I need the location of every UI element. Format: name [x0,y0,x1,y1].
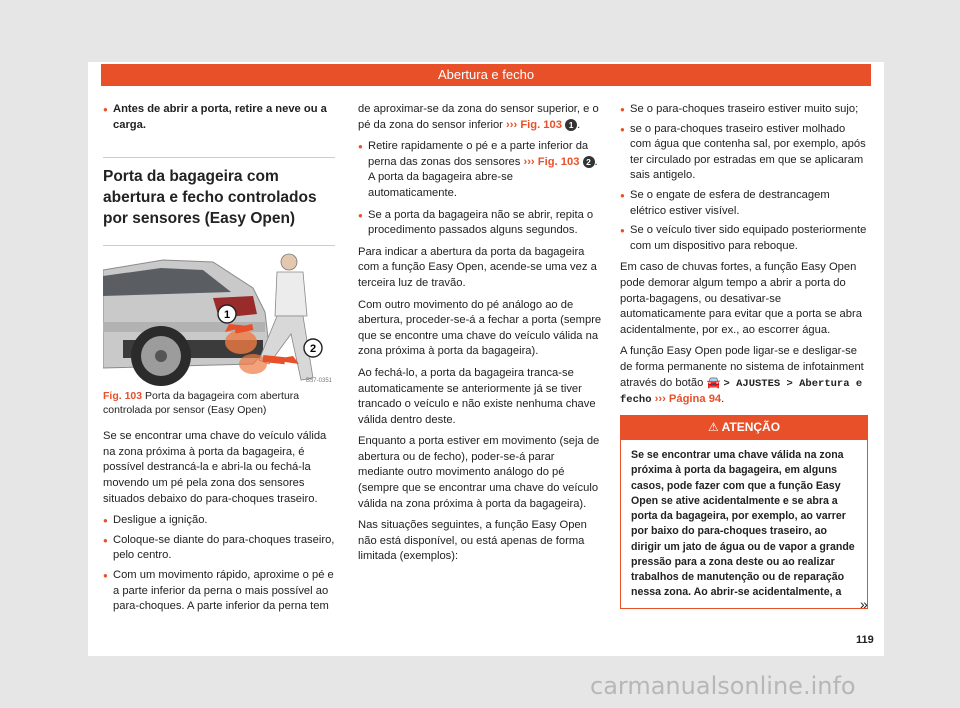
intro-bullet: ● Antes de abrir a porta, retire a neve ou a carga. [103,102,341,133]
figure-103 [103,245,335,417]
ref-marker-2: 2 [583,156,595,168]
warning-title: ATENÇÃO [721,419,781,434]
settings-paragraph [620,344,868,408]
car-illustration [103,252,335,386]
fig-ref-link-1[interactable]: ››› Fig. 103 [506,118,562,131]
column-3 [620,102,868,609]
page-number: 119 [856,634,874,646]
step-bullet-3: ● Com um movimento rápido, aproxime o pé e a parte inferior da perna o mais possível ao para-choques. A parte inferior da perna tem [103,568,341,615]
continue-mark: » [860,596,868,612]
car-menu-icon: 🚘 [706,376,721,389]
warning-triangle-icon: ⚠ [707,419,719,434]
fig-marker-1: 1 [223,309,231,322]
continued-text: de aproximar-se da zona do sensor superior, e o pé da zona do sensor inferior [358,103,599,131]
paragraph: Para indicar a abertura da porta da bagageira com a função Easy Open, acende-se uma vez a terceira luz de travão. [358,245,597,289]
step-bullet-5: ● Se a porta da bagageira não se abrir, repita o procedimento passados alguns segundos. [358,208,602,239]
caption-label: Fig. 103 [103,390,143,403]
warning-header [621,415,867,441]
figure-code: B57-0351 [305,378,332,385]
chapter-header [101,64,871,86]
continued-paragraph: de aproximar-se da zona do sensor superior, e o pé da zona do sensor inferior ››› Fig. 103 1 . [358,103,599,131]
fig-ref-link-2[interactable]: ››› Fig. 103 [523,155,580,168]
step-bullet-2: ● Coloque-se diante do para-choques traseiro, pelo centro. [103,533,341,564]
column-2 [358,102,602,571]
page-ref-link[interactable]: ››› Página 94 [654,393,722,406]
watermark: carmanualsonline.info [590,672,856,700]
bullet-text: Retire rapidamente o pé e a parte inferior da perna das zonas dos sensores [368,140,589,168]
limitation-bullet-4: ● Se o veículo tiver sido equipado posteriormente com um dispositivo para reboque. [620,223,868,254]
settings-text: A função Easy Open pode ligar-se e desligar-se de forma permanente no sistema de infotainment através do botão [620,345,864,389]
intro-paragraph: Se se encontrar uma chave do veículo válida na zona próxima à porta da bagageira, é possível destrancá-la e abri-la ou fechá-la movendo um pé pela zona dos sensores situados debaixo do para-choques traseiro. [103,430,327,505]
warning-box [620,415,868,610]
figure-caption [103,390,335,417]
step-bullet-1: ● Desligue a ignição. [103,513,341,529]
ref-marker-1: 1 [565,119,577,131]
warning-body: Se se encontrar uma chave válida na zona próxima à porta da bagageira, em alguns casos, pode fazer com que a função Easy Open se ative acidentalmente e se abra a porta da bagageira, por exemplo, ao varrer por baixo do para-choques traseiro, ao dirigir um jato de água ou de vapor a grande pressão para a zona deste ou ao realizar trabalhos de manutenção ou de reparação nessa zona. Ao abrir-se acidentalmente, a [631,449,855,599]
rain-paragraph: Em caso de chuvas fortes, a função Easy Open pode demorar algum tempo a abrir a porta do porta-bagagens, ou desativar-se automaticamente para evitar que a porta se abra acidentalmente, por ex., ao escorrer água. [620,261,862,336]
section-title: Porta da bagageira com abertura e fecho controlados por sensores (Easy Open) [103,157,335,229]
settings-menu-path: > AJUSTES > Abertura e fecho [620,377,863,407]
settings-end: . [721,393,725,406]
paragraph: Enquanto a porta estiver em movimento (seja de abertura ou de fecho), poder-se-á parar mediante outro movimento análogo do pé (sempre que se encontrar uma chave do veículo válida na zona próxima à porta da bagageira). [358,435,600,510]
paragraph: Nas situações seguintes, a função Easy Open não está disponível, ou está apenas de forma limitada (exemplos): [358,519,587,563]
paragraph: Com outro movimento do pé análogo ao de abertura, proceder-se-á a fechar a porta (sempre que se encontre uma chave do veículo válida na zona próxima à porta da bagageira). [358,298,602,358]
step-bullet-4 [358,139,602,201]
bullet-tail: . A porta da bagageira abre-se automaticamente. [368,155,598,199]
caption-text: Porta da bagageira com abertura controlada por sensor (Easy Open) [103,390,300,416]
column-1 [103,102,341,615]
fig-marker-2: 2 [309,343,317,356]
paragraph: Ao fechá-lo, a porta da bagageira tranca-se automaticamente se anteriormente já se tiver trancado o veículo e não existe nenhuma chave válida dentro deste. [358,366,596,426]
chapter-title: Abertura e fecho [437,67,535,82]
limitation-bullet-3: ● Se o engate de esfera de destrancagem elétrico estiver visível. [620,188,868,219]
limitation-bullet-2: ● se o para-choques traseiro estiver molhado com água que contenha sal, por exemplo, após ter circulado por estradas em que se aplicaram sais antigelo. [620,122,868,184]
limitation-bullet-1: ● Se o para-choques traseiro estiver muito sujo; [620,102,868,118]
